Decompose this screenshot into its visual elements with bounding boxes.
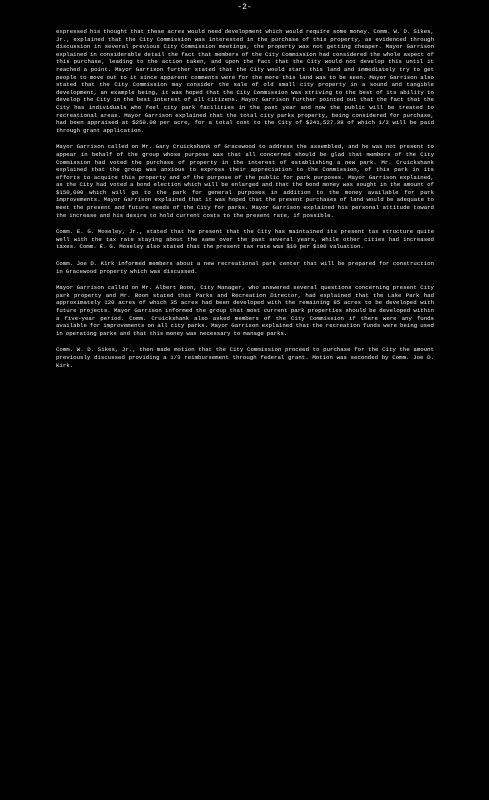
page-number: -2- xyxy=(237,3,252,12)
paragraph-recreation-center: Comm. Joe D. Kirk informed members about a new recreational park center that will be prepared for construction in Gracewood property which was discussed. xyxy=(56,260,434,275)
paragraph-motion: Comm. W. D. Sikes, Jr., then made motion that the City Commission proceed to purchase for the City the amount previously discussed providing a 1/3 reimbursement through federal grant. Motion was seconded by Comm. Joe D. Kirk. xyxy=(56,346,434,369)
paragraph-park-purchase-discussion: expressed his thought that these acres would need development which would require some money. Comm. W. D. Sikes, Jr., explained that the City Commission was interested in the purchase of this property, as evidenced through discussion in several previous City Commission meetings, the property was not getting cheaper. Mayor Garrison explained in considerable detail the fact that members of the City Commission had considered the whole aspect of this purchase, leading to the action taken, and upon the fact that the City would not develop this until it reached a point. Mayor Garrison further stated that the City would start this land and immediately try to get people to move out to it since apparent comments were for the more this land was to be seen. Mayor Garrison also stated that the City Commission may consider the sale of old small city property in a sound and tangible development, an example being, it was hoped that the City Commission was striving to the best of its ability to develop the City in the best interest of all citizens. Mayor Garrison further pointed out that the fact that the City has individuals who feel city park facilities in the past year and now the public will be treated to recreational areas. Mayor Garrison explained that the total city parks property, being considered for purchase, had been appraised at $250.00 per acre, for a total cost to the City of $241,527.38 of which 1/3 will be paid through grant application. xyxy=(56,28,434,134)
paragraph-city-manager-remarks: Mayor Garrison called on Mr. Albert Boon, City Manager, who answered several questions concerning present City park property and Mr. Boon stated that Parks and Recreation Director, had explained that the Lake Park had approximately 120 acres of which 35 acres had been developed with the remaining 85 acres to be developed with future projects. Mayor Garrison informed the group that most current park properties should be developed within a five-year period. Comm. Cruickshank also asked members of the City Commission if there were any funds available for improvements on all city parks. Mayor Garrison explained that the recreation funds were being used in operating parks and that this money was necessary to manage parks. xyxy=(56,284,434,337)
document-body xyxy=(56,16,434,378)
paragraph-cruickshank-remarks: Mayor Garrison called on Mr. Gary Cruickshank of Gracewood to address the assembled, and he was not present to appear in behalf of the group whose purpose was that all concerned should be glad that members of the City Commission had voted the purchase of property in the interest of establishing a new park. Mr. Cruickshank explained that the group was anxious to express their appreciation to the Commission, of this park in its efforts to acquire this property and of the purpose of the public for park purposes. Mayor Garrison explained, as the City had voted a bond election which will be enlarged and that the bond money was sought in the amount of $150,000 which will go to the park for general purposes in addition to the money available for park improvements. Mayor Garrison explained that it was hoped that the present purchases of land would be adequate to meet the present and future needs of the City for parks. Mayor Garrison explained his personal attitude toward the increase and his desire to hold current costs to the present rate, if possible. xyxy=(56,143,434,219)
paragraph-tax-structure: Comm. E. G. Moseley, Jr., stated that he present that the City has maintained its present tax structure quite well with the tax rate staying about the same over the past several years, while other cities had increased taxes. Comm. E. G. Moseley also stated that the present tax rate was $10 per $100 valuation. xyxy=(56,228,434,251)
